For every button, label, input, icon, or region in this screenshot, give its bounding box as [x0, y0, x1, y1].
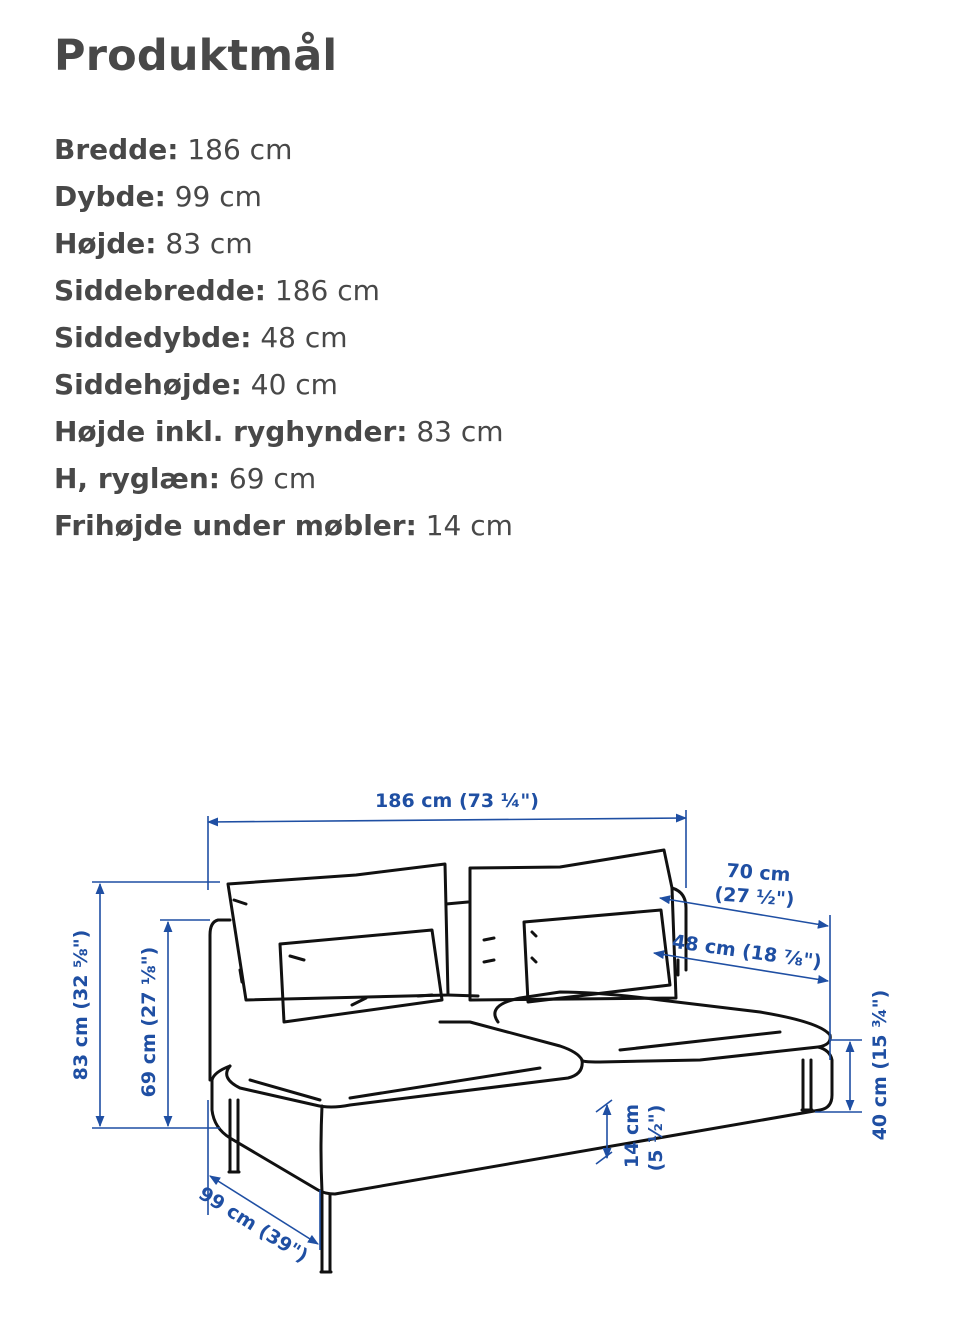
sofa-dimension-diagram	[0, 760, 960, 1300]
spec-row-floor-clearance	[54, 502, 513, 549]
spec-value: 186 cm	[187, 133, 293, 166]
spec-value: 40 cm	[250, 368, 338, 401]
clearance-label-line1: 14 cm	[621, 1103, 643, 1169]
spec-value: 83 cm	[165, 227, 253, 260]
spec-label: H, ryglæn:	[54, 462, 220, 495]
width-label: 186 cm (73 ¼")	[375, 790, 539, 812]
spec-value: 48 cm	[260, 321, 348, 354]
spec-row-backrest-height	[54, 455, 513, 502]
total-height-label: 83 cm (32 ⅝")	[70, 929, 92, 1081]
spec-label: Siddedybde:	[54, 321, 252, 354]
total-depth-label-line1: 70 cm	[725, 859, 792, 887]
sofa-line-drawing	[0, 760, 960, 1300]
clearance-label-line2: (5 ½")	[645, 1104, 667, 1172]
spec-value: 14 cm	[425, 509, 513, 542]
spec-row-height-incl-cushions	[54, 408, 513, 455]
dimension-spec-list	[54, 126, 513, 549]
seat-depth-label: 48 cm (18 ⅞")	[670, 930, 823, 974]
spec-value: 69 cm	[228, 462, 317, 495]
spec-value: 83 cm	[416, 415, 504, 448]
spec-row-width	[54, 126, 513, 173]
width-dimension-line	[208, 818, 686, 822]
spec-row-depth	[54, 173, 513, 220]
sofa-outline	[210, 850, 832, 1272]
depth-label: 99 cm (39")	[194, 1182, 312, 1268]
spec-label: Højde inkl. ryghynder:	[54, 415, 408, 448]
seat-height-label: 40 cm (15 ¾")	[869, 989, 891, 1141]
page-title: Produktmål	[54, 31, 338, 81]
total-depth-label-line2: (27 ½")	[713, 883, 796, 911]
spec-label: Siddehøjde:	[54, 368, 242, 401]
spec-label: Dybde:	[54, 180, 166, 213]
spec-row-seat-width	[54, 267, 513, 314]
spec-label: Højde:	[54, 227, 157, 260]
backrest-height-label: 69 cm (27 ⅛")	[138, 946, 160, 1098]
spec-row-seat-height	[54, 361, 513, 408]
spec-value: 99 cm	[174, 180, 262, 213]
spec-label: Bredde:	[54, 133, 179, 166]
spec-label: Frihøjde under møbler:	[54, 509, 417, 542]
spec-row-seat-depth	[54, 314, 513, 361]
spec-row-height	[54, 220, 513, 267]
spec-label: Siddebredde:	[54, 274, 266, 307]
spec-value: 186 cm	[274, 274, 380, 307]
